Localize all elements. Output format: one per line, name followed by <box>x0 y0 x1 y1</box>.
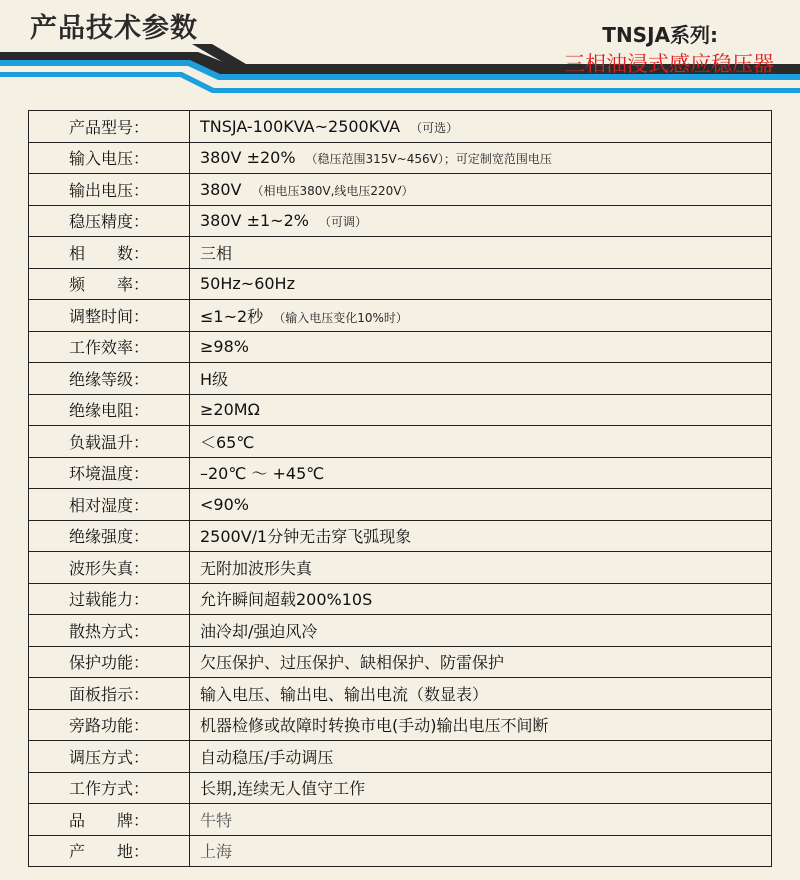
spec-value: 机器检修或故障时转换市电(手动)输出电压不间断 <box>200 716 549 736</box>
spec-note: （可调） <box>318 215 367 230</box>
spec-value-cell <box>190 520 772 552</box>
spec-value: 欠压保护、过压保护、缺相保护、防雷保护 <box>200 653 505 673</box>
spec-label: 保护功能： <box>29 646 190 678</box>
spec-note: （可选） <box>410 120 459 135</box>
spec-note: （输入电压变化10%时） <box>273 310 408 325</box>
spec-value: 允许瞬间超载200%10S <box>200 590 373 610</box>
spec-row <box>29 426 772 458</box>
spec-row <box>29 646 772 678</box>
spec-value: 上海 <box>200 842 233 862</box>
spec-value: 2500V/1分钟无击穿飞弧现象 <box>200 527 412 547</box>
spec-value-cell <box>190 552 772 584</box>
spec-row <box>29 111 772 143</box>
spec-value-cell <box>190 142 772 174</box>
spec-table-body <box>29 111 772 867</box>
spec-row <box>29 457 772 489</box>
spec-label: 频 率： <box>29 268 190 300</box>
spec-label: 负载温升： <box>29 426 190 458</box>
spec-note: （稳压范围315V~456V）；可定制宽范围电压 <box>305 152 552 167</box>
spec-row <box>29 363 772 395</box>
spec-label: 产品型号： <box>29 111 190 143</box>
spec-value-cell <box>190 678 772 710</box>
spec-row <box>29 268 772 300</box>
spec-value-cell <box>190 174 772 206</box>
spec-row <box>29 205 772 237</box>
spec-value: ≤1~2秒 <box>200 306 264 326</box>
spec-value: <90% <box>200 494 249 514</box>
spec-label: 工作效率： <box>29 331 190 363</box>
spec-value-cell <box>190 709 772 741</box>
spec-value: ＜65℃ <box>200 432 255 452</box>
spec-value: 380V ±20% <box>200 148 296 168</box>
spec-label: 绝缘等级： <box>29 363 190 395</box>
spec-value: 长期,连续无人值守工作 <box>200 779 366 799</box>
spec-row <box>29 142 772 174</box>
spec-value-cell <box>190 331 772 363</box>
spec-value-cell <box>190 426 772 458</box>
spec-row <box>29 678 772 710</box>
spec-value-cell <box>190 268 772 300</box>
spec-value-cell <box>190 457 772 489</box>
spec-value-cell <box>190 772 772 804</box>
spec-label: 绝缘强度： <box>29 520 190 552</box>
spec-value-cell <box>190 615 772 647</box>
spec-label: 旁路功能： <box>29 709 190 741</box>
spec-label: 输入电压： <box>29 142 190 174</box>
spec-value: –20℃ ～ +45℃ <box>200 464 325 484</box>
spec-value-cell <box>190 111 772 143</box>
spec-value: 380V ±1~2% <box>200 211 309 231</box>
spec-label: 稳压精度： <box>29 205 190 237</box>
spec-value-cell <box>190 835 772 867</box>
spec-label: 绝缘电阻： <box>29 394 190 426</box>
spec-label: 调整时间： <box>29 300 190 332</box>
spec-label: 散热方式： <box>29 615 190 647</box>
spec-row <box>29 552 772 584</box>
spec-value: TNSJA-100KVA~2500KVA <box>200 116 401 136</box>
spec-value: H级 <box>200 369 229 389</box>
spec-value: 油冷却/强迫风冷 <box>200 621 318 641</box>
spec-row <box>29 394 772 426</box>
spec-value-cell <box>190 300 772 332</box>
spec-value: 50Hz~60Hz <box>200 274 295 294</box>
spec-row <box>29 772 772 804</box>
spec-value: 牛特 <box>200 810 233 830</box>
series-subtitle: 三相油浸式感应稳压器 <box>564 52 774 76</box>
spec-value-cell <box>190 394 772 426</box>
header-banner <box>0 0 800 100</box>
spec-row <box>29 583 772 615</box>
spec-label: 面板指示： <box>29 678 190 710</box>
spec-label: 过载能力： <box>29 583 190 615</box>
spec-row <box>29 804 772 836</box>
spec-value-cell <box>190 804 772 836</box>
spec-value-cell <box>190 205 772 237</box>
spec-value-cell <box>190 489 772 521</box>
spec-row <box>29 520 772 552</box>
spec-value: 三相 <box>200 243 233 263</box>
page-title: 产品技术参数 <box>30 13 198 44</box>
spec-value-cell <box>190 741 772 773</box>
spec-value-cell <box>190 646 772 678</box>
spec-value: 自动稳压/手动调压 <box>200 747 334 767</box>
spec-label: 产 地： <box>29 835 190 867</box>
spec-row <box>29 174 772 206</box>
spec-row <box>29 300 772 332</box>
spec-label: 品 牌： <box>29 804 190 836</box>
spec-value-cell <box>190 363 772 395</box>
spec-label: 相 数： <box>29 237 190 269</box>
spec-row <box>29 741 772 773</box>
spec-value-cell <box>190 583 772 615</box>
spec-row <box>29 709 772 741</box>
spec-value-cell <box>190 237 772 269</box>
spec-label: 工作方式： <box>29 772 190 804</box>
spec-label: 环境温度： <box>29 457 190 489</box>
spec-value: 输入电压、输出电、输出电流（数显表） <box>200 684 489 704</box>
spec-table <box>28 110 772 867</box>
spec-row <box>29 237 772 269</box>
spec-value: 无附加波形失真 <box>200 558 313 578</box>
series-name: TNSJA系列: <box>602 23 718 47</box>
spec-label: 波形失真： <box>29 552 190 584</box>
spec-value: ≥98% <box>200 337 249 357</box>
spec-value: ≥20MΩ <box>200 400 260 420</box>
spec-note: （相电压380V,线电压220V） <box>251 183 414 198</box>
spec-label: 相对湿度： <box>29 489 190 521</box>
spec-row <box>29 835 772 867</box>
spec-row <box>29 615 772 647</box>
spec-row <box>29 489 772 521</box>
spec-label: 调压方式： <box>29 741 190 773</box>
spec-label: 输出电压： <box>29 174 190 206</box>
spec-value: 380V <box>200 179 242 199</box>
spec-row <box>29 331 772 363</box>
